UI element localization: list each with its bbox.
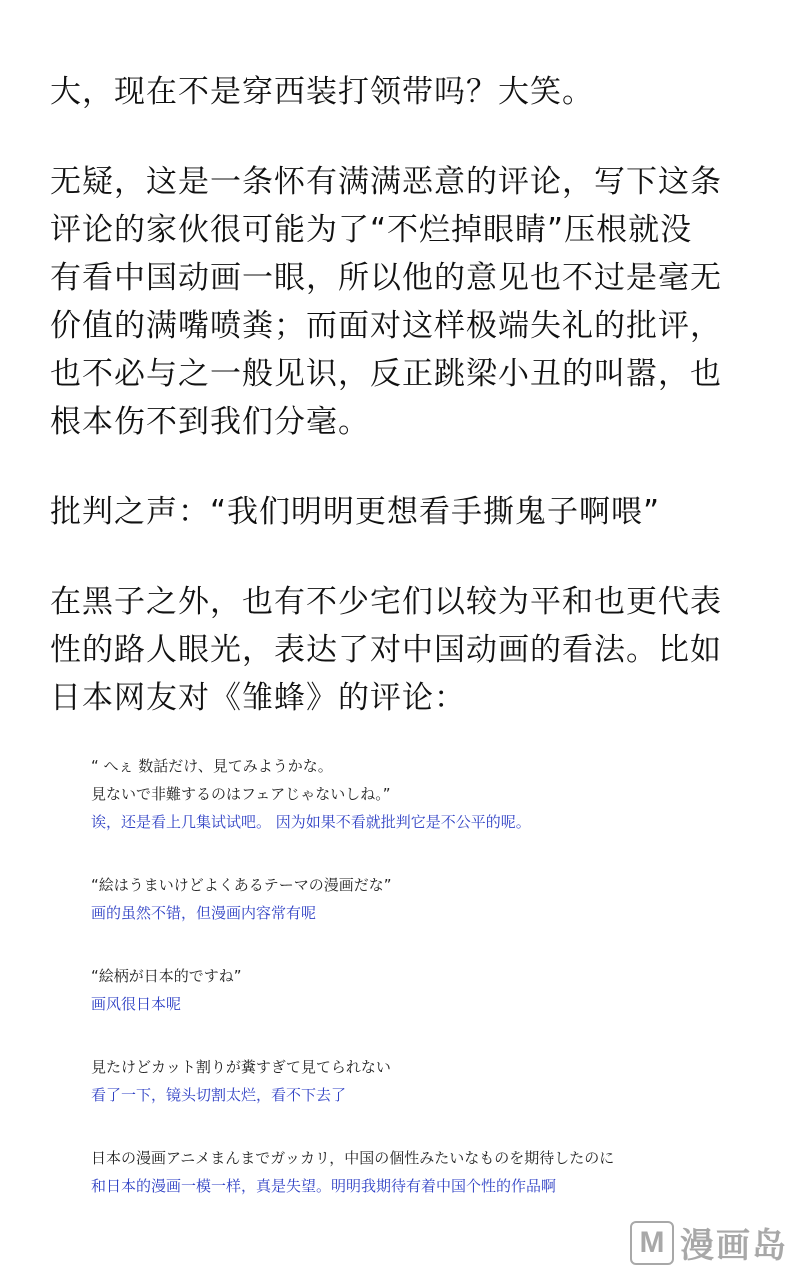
comment-1 [91,752,751,836]
paragraph-line: 评论的家伙很可能为了“不烂掉眼睛”压根就没 [50,212,693,248]
paragraph-line: 根本伤不到我们分毫。 [50,404,370,440]
site-watermark [630,1218,788,1267]
paragraph-2 [50,158,770,446]
paragraph-line: 批判之声：“我们明明更想看手撕鬼子啊喂” [50,494,661,530]
comment-japanese: “絵柄が日本的ですね” [91,967,242,985]
paragraph-1 [50,68,770,116]
comment-japanese: “絵はうまいけどよくあるテーマの漫画だな” [91,876,392,894]
comment-2 [91,871,751,927]
comment-4 [91,1053,751,1109]
comment-screenshot [91,752,751,1200]
paragraph-line: 性的路人眼光，表达了对中国动画的看法。比如 [50,632,722,668]
comment-japanese: 見ないで非難するのはフェアじゃないしね。” [91,785,391,803]
paragraph-line: 也不必与之一般见识，反正跳梁小丑的叫嚣，也 [50,356,722,392]
comment-japanese: 日本の漫画アニメまんまでガッカリ，中国の個性みたいなものを期待したのに [91,1149,615,1167]
paragraph-line: 日本网友对《雏蜂》的评论： [50,680,466,716]
comment-5 [91,1144,751,1200]
paragraph-line: 有看中国动画一眼，所以他的意见也不过是毫无 [50,260,722,296]
comment-translation: 诶，还是看上几集试试吧。 因为如果不看就批判它是不公平的呢。 [91,813,531,831]
comment-translation: 看了一下，镜头切割太烂，看不下去了 [91,1086,347,1104]
comment-translation: 画风很日本呢 [91,995,182,1013]
paragraph-line: 价值的满嘴喷粪；而面对这样极端失礼的批评， [50,308,722,344]
watermark-logo-icon: M [630,1221,674,1265]
article-body [50,68,770,764]
paragraph-3-heading [50,488,770,536]
watermark-text: 漫画岛 [680,1226,788,1266]
comment-3 [91,962,751,1018]
comment-translation: 画的虽然不错，但漫画内容常有呢 [91,904,317,922]
paragraph-line: 在黑子之外，也有不少宅们以较为平和也更代表 [50,584,722,620]
paragraph-4 [50,578,770,722]
paragraph-line: 大，现在不是穿西装打领带吗？大笑。 [50,74,594,110]
comment-translation: 和日本的漫画一模一样，真是失望。明明我期待有着中国个性的作品啊 [91,1177,557,1195]
comment-japanese: “ へぇ 数話だけ、見てみようかな。 [91,757,333,775]
paragraph-line: 无疑，这是一条怀有满满恶意的评论，写下这条 [50,164,722,200]
comment-japanese: 見たけどカット割りが糞すぎて見てられない [91,1058,391,1076]
